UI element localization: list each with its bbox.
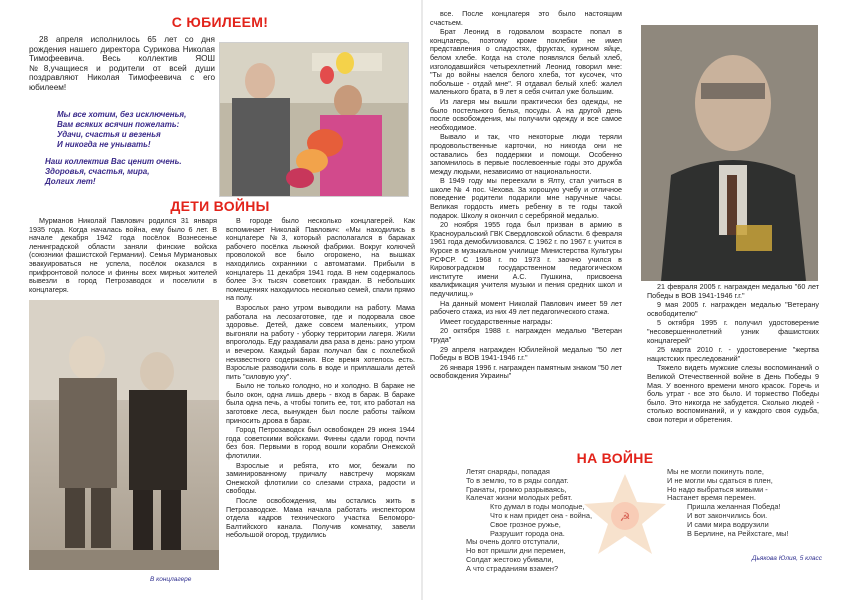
portrait-photo: [641, 25, 818, 281]
poem-right: Мы не могли покинуть поле, И не могли мы сдаться в плен, Но надо выбраться живыми - Настанет время перемен. Пришла желанная Победа! И вот закончились бои. И сами мира водрузили В Берлине, на Рейхстаге, мы!: [667, 467, 789, 538]
photo-caption: В концлагере: [150, 576, 192, 583]
jubilee-intro: 28 апреля исполнилось 65 лет со дня рождения нашего директора Сурикова Николая Тимофеевича. Весь коллектив ЯОШ №8,учащиеся и родители от всей души поздравляют Николая Тимофеевича с его юбилеем!: [29, 35, 215, 92]
jubilee-heading: С ЮБИЛЕЕМ!: [171, 14, 269, 30]
continued-col: все. После концлагеря это было настоящим счастьем. Брат Леонид в годовалом возрасте попал в концлагерь, поэтому кроме похлебки не имел представления о сладостях, фруктах, курином яйце, белом хлебе. Когда на столе появлялся белый хлеб, изголодавшийся четырехлетний Леонид говорил мне: "Ты до войны наелся белого хлеба, тот кусочек, что побольше - отдай мне". Я отдавал белый хлеб: жалел маленького брата, в 9 лет я себя считал уже большим. Из лагеря мы вышли практически без одежды, не было постельного белья, посуды. А на другой день после освобождения, мы получили одежду и все самое необходимое. Вывало и так, что некоторые люди теряли продовольственные карточки, но никогда они не оставались без поддержки и помощи. Особенно запомнилось в первые послевоенные годы это дружба между людьми, независимо от национальности. В 1949 году мы переехали в Ялту, стал учиться в школе № 4 пос. Чехова. За хорошую учебу и отличное поведение родители подарили мне наручные часы. Великая гордость иметь ребенку в те годы такой подарок. Школу я окончил с серебряной медалью. 20 ноября 1955 года был призван в армию в Красноуральский ГВК Свердловской области. 6 февраля 1961 года демобилизовался. С 1962 г. по 1967 г. учится в Курске в музыкальном училище Министерства Культуры РСФСР. С 1968 г. по 1973 г. заочно учился в Кировоградском государственном педагогическом институте имени А.С. Пушкина, присвоена квалификация учителя музыки и пения средних школ и педучилищ.» На данный момент Николай Павлович имеет 59 лет рабочего стажа, из них 49 лет педагогического стажа. Имеет государственные награды: 20 октября 1988 г. награжден медалью "Ветеран труда" 29 апреля награжден Юбилейной медалью "50 лет Победы в ВОВ 1941-1946 г.г." 26 января 1996 г. награжден памятным знаком "50 лет освобождения Украины": [430, 9, 622, 381]
svg-text:☭: ☭: [619, 510, 631, 524]
awards-col: 21 февраля 2005 г. награжден медалью "60 лет Победы в ВОВ 1941-1946 г.г." 9 мая 2005 г. награжден медалью "Ветерану освободителю" 5 октября 1995 г. получил удостоверение "несовершеннолетний узник фашистских концлагерей" 25 марта 2010 г. - удостоверение "жертва нацистских преследований" Тяжело видеть мужские слезы воспоминаний о Великой Отечественной войне в День Победы 9 Мая. У военного времени много красок. Горечь и боль утрат - все это было. И торжество Победы было. Это никогда не забудется. Сколько людей - столько воспоминаний, и у каждого своя судьба, свои потери и обретения.: [647, 282, 819, 424]
children-heading: ДЕТИ ВОЙНЫ: [170, 198, 270, 214]
jubilee-wish: Мы все хотим, без исключенья, Вам всяких всячин пожелать: Удачи, счастья и везенья И никогда не унывать!: [57, 110, 187, 149]
poem-left: Летят снаряды, попадая То в землю, то в ряды солдат. Гранаты, громко разрываясь, Калечат жизни молодых ребят. Кто думал в годы молодые, Что к нам придет она - война, Свое грозное ружье, Разрушит города она. Мы очень долго отступали, Но вот пришли дни перемен, Солдат жестоко убивали, А что страданиям взамен?: [466, 467, 593, 573]
page-divider: [421, 0, 423, 600]
camp-photo: [29, 300, 219, 570]
children-col2: В городе было несколько концлагерей. Как вспоминает Николай Павлович: «Мы находились в концлагере №3, который располагался в бараках рабочего посёлка лыжной фабрики. Вокруг колючей проволокой все было огорожено, на вышках находились охранники с автоматами. Прибыли в концлагерь 11 декабря 1941 года. В нем содержалось более 3-х тысяч советских граждан. В небольших помещениях находилось несколько семей, спали прямо на полу. Взрослых рано утром выводили на работу. Мама работала на лесозаготовке, где и подорвала свое здоровье. Детей, даже совсем маленьких, утром выгоняли на работу - уборку территории лагеря. Жили впроголодь. Еду раздавали два раза в день: рано утром и вечером. Каждый барак получал бак с похлебкой неизвестного содержания. Все время хотелось есть. Взрослые разводили соль в воде и приплашали детей пить "силовую уху". Было не только голодно, но и холодно. В бараке не было окон, одна лишь дверь - вход в барак. В бараке была одна печь, а чтобы топить ее, тот, кто работал на заготовке леса, вынужден был после работы тайком приносить дрова в барак. Город Петрозаводск был освобожден 29 июня 1944 года советскими войсками. Финны сдали город почти без боя. Первыми в город вошли корабли Онежской флотилии. Взрослые и ребята, кто мог, бежали по заминированному причалу навстречу морякам Онежской флотилии со слезами страха, радости и свободы. После освобождения, мы остались жить в Петрозаводске. Мама начала работать инспектором отдела кадров технического участка Беломоро-Балтийского канала. Получив комнатку, завели небольшой огород, трудились: [226, 216, 415, 540]
children-col1: Мурманов Николай Павлович родился 31 января 1935 года. Когда началась война, ему было 6 лет. В начале декабря 1942 года посёлок Вознесенье ленинградской области заняли финские войска (союзники фашистской Германии). Семья Мурмановых эвакуироваться не успела, посёлок оказался в прифронтовой полосе и финны всех мирных жителей вывезли в город Петрозаводск и поселили в концлагеря.: [29, 216, 217, 294]
jubilee-photo: [219, 42, 409, 197]
poem-author: Дьякова Юлия, 5 класс: [751, 555, 822, 562]
jubilee-team: Наш коллектив Вас ценит очень. Здоровья, счастья, мира, Долгих лет!: [45, 157, 182, 186]
war-heading: НА ВОЙНЕ: [576, 450, 654, 466]
